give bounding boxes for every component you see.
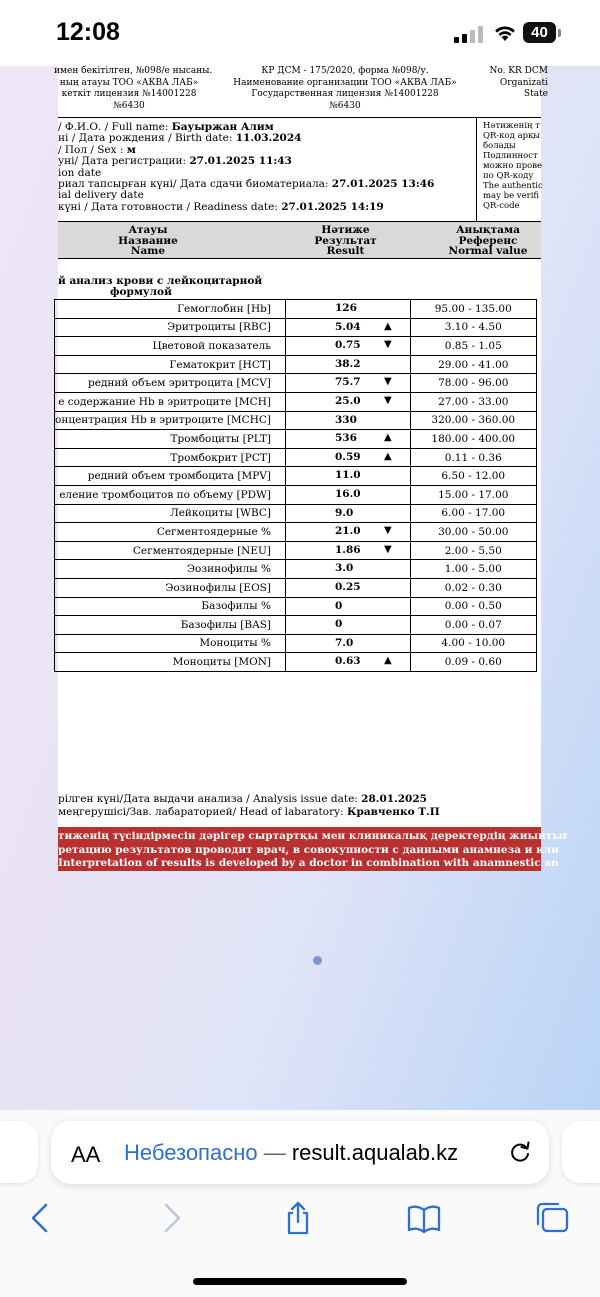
result-value: 21.0 bbox=[334, 525, 361, 538]
table-row bbox=[55, 411, 537, 430]
next-tab-preview[interactable] bbox=[562, 1121, 600, 1183]
result-value: 16.0 bbox=[334, 487, 361, 500]
result-cell bbox=[285, 300, 410, 319]
test-name: еление тромбоцитов по объему [PDW] bbox=[55, 485, 286, 504]
biomaterial-date: 27.01.2025 13:46 bbox=[331, 178, 435, 191]
table-row bbox=[55, 653, 537, 672]
battery-tip bbox=[558, 29, 561, 37]
tabs-icon[interactable] bbox=[534, 1200, 570, 1236]
test-name: Базофилы [BAS] bbox=[55, 616, 286, 635]
table-row bbox=[55, 318, 537, 337]
test-name: Моноциты % bbox=[55, 634, 286, 653]
reference-range: 0.09 - 0.60 bbox=[410, 653, 536, 672]
result-cell bbox=[285, 578, 410, 597]
test-name: онцентрация Hb в эритроците [MCHC] bbox=[55, 411, 286, 430]
reference-range: 15.00 - 17.00 bbox=[410, 485, 536, 504]
result-value: 536 bbox=[334, 432, 357, 445]
result-value: 330 bbox=[334, 413, 357, 426]
test-name: Эозинофилы % bbox=[55, 560, 286, 579]
reference-range: 27.00 - 33.00 bbox=[410, 392, 536, 411]
table-row bbox=[55, 430, 537, 449]
result-value: 3.0 bbox=[334, 562, 354, 575]
flag-arrow-icon: ▲ bbox=[383, 655, 392, 667]
results-table bbox=[54, 299, 537, 672]
result-cell bbox=[285, 634, 410, 653]
result-cell bbox=[285, 523, 410, 542]
test-name: Тромбокрит [PCT] bbox=[55, 448, 286, 467]
battery-icon: 40 bbox=[523, 22, 556, 43]
reference-range: 2.00 - 5.50 bbox=[410, 541, 536, 560]
cellular-signal-icon bbox=[454, 25, 484, 43]
test-name: Лейкоциты [WBC] bbox=[55, 504, 286, 523]
status-bar bbox=[0, 0, 600, 66]
table-row bbox=[55, 337, 537, 356]
result-value: 25.0 bbox=[334, 394, 361, 407]
birth-date: 11.03.2024 bbox=[235, 132, 302, 145]
table-row bbox=[55, 504, 537, 523]
reference-range: 29.00 - 41.00 bbox=[410, 355, 536, 374]
lab-head: Кравченко Т.П bbox=[346, 806, 440, 818]
test-name: Базофилы % bbox=[55, 597, 286, 616]
result-cell bbox=[285, 616, 410, 635]
test-name: Эритроциты [RBC] bbox=[55, 318, 286, 337]
reference-range: 0.02 - 0.30 bbox=[410, 578, 536, 597]
test-name: Гемоглобин [Hb] bbox=[55, 300, 286, 319]
result-cell bbox=[285, 318, 410, 337]
table-row bbox=[55, 616, 537, 635]
result-value: 5.04 bbox=[334, 320, 361, 333]
result-value: 7.0 bbox=[334, 636, 354, 649]
test-name: редний объем тромбоцита [MPV] bbox=[55, 467, 286, 486]
reload-icon[interactable] bbox=[507, 1139, 533, 1165]
patient-name: Бауыржан Алим bbox=[171, 121, 274, 133]
result-cell bbox=[285, 411, 410, 430]
reader-settings-button[interactable]: AA bbox=[71, 1142, 101, 1167]
test-name: Моноциты [MON] bbox=[55, 653, 286, 672]
result-cell bbox=[285, 337, 410, 356]
result-cell bbox=[285, 560, 410, 579]
domain-label: result.aqualab.kz bbox=[291, 1140, 459, 1165]
table-row bbox=[55, 634, 537, 653]
header-left: имен бекітілген, №098/е нысаны. ның атауы ТОО «АКВА ЛАБ» кеткіт лицензия №14001228 №6430 bbox=[54, 66, 213, 111]
wifi-icon bbox=[493, 23, 517, 43]
test-name: Гематокрит [HCT] bbox=[55, 355, 286, 374]
result-cell bbox=[285, 504, 410, 523]
result-value: 0.59 bbox=[334, 450, 361, 463]
back-icon[interactable] bbox=[22, 1200, 58, 1236]
lab-result-document bbox=[54, 66, 570, 871]
table-row bbox=[55, 448, 537, 467]
test-name: е содержание Hb в эритроците [MCH] bbox=[55, 392, 286, 411]
result-value: 11.0 bbox=[334, 469, 361, 482]
reference-range: 0.00 - 0.50 bbox=[410, 597, 536, 616]
result-cell bbox=[285, 485, 410, 504]
reference-range: 180.00 - 400.00 bbox=[410, 430, 536, 449]
column-result: Нәтиже Результат Result bbox=[314, 224, 377, 257]
header-right: No. KR DCM Organizati State bbox=[489, 66, 548, 99]
flag-arrow-icon: ▲ bbox=[383, 320, 392, 332]
result-cell bbox=[285, 430, 410, 449]
result-value: 0.75 bbox=[334, 339, 361, 352]
home-indicator bbox=[193, 1278, 407, 1285]
test-name: Цветовой показатель bbox=[55, 337, 286, 356]
section-title: й анализ крови с лейкоцитарной формулой bbox=[58, 275, 263, 298]
reference-range: 78.00 - 96.00 bbox=[410, 374, 536, 393]
table-row bbox=[55, 485, 537, 504]
forward-icon[interactable] bbox=[154, 1200, 190, 1236]
result-value: 0.63 bbox=[334, 655, 361, 668]
reference-range: 0.11 - 0.36 bbox=[410, 448, 536, 467]
test-name: Тромбоциты [PLT] bbox=[55, 430, 286, 449]
result-value: 0 bbox=[334, 618, 343, 631]
bookmarks-icon[interactable] bbox=[406, 1200, 442, 1236]
test-name: редний объем эритроцита [MCV] bbox=[55, 374, 286, 393]
table-row bbox=[55, 578, 537, 597]
flag-arrow-icon: ▼ bbox=[383, 376, 392, 388]
result-value: 1.86 bbox=[334, 543, 361, 556]
result-value: 9.0 bbox=[334, 506, 354, 519]
result-cell bbox=[285, 374, 410, 393]
table-row bbox=[55, 467, 537, 486]
url-text[interactable]: Небезопасно — result.aqualab.kz bbox=[124, 1140, 459, 1165]
table-row bbox=[55, 300, 537, 319]
table-row bbox=[55, 392, 537, 411]
registration-date: 27.01.2025 11:43 bbox=[189, 155, 292, 168]
result-value: 75.7 bbox=[334, 376, 361, 389]
test-name: Сегментоядерные % bbox=[55, 523, 286, 542]
flag-arrow-icon: ▲ bbox=[383, 432, 392, 444]
result-value: 0 bbox=[334, 599, 343, 612]
share-icon[interactable] bbox=[280, 1200, 316, 1236]
column-name: Атауы Название Name bbox=[118, 224, 178, 257]
reference-range: 0.85 - 1.05 bbox=[410, 337, 536, 356]
issue-info: рілген күні/Дата выдачи анализа / Analysis issue date: 28.01.2025 меңгерушісі/Зав. лабараторией/ Head of labaratory: Кравченко Т.П bbox=[58, 793, 440, 818]
table-row bbox=[55, 560, 537, 579]
reference-range: 1.00 - 5.00 bbox=[410, 560, 536, 579]
address-bar[interactable] bbox=[51, 1121, 549, 1184]
result-value: 0.25 bbox=[334, 580, 361, 593]
result-value: 126 bbox=[334, 302, 357, 314]
test-name: Эозинофилы [EOS] bbox=[55, 578, 286, 597]
result-cell bbox=[285, 541, 410, 560]
flag-arrow-icon: ▼ bbox=[383, 339, 392, 351]
reference-range: 320.00 - 360.00 bbox=[410, 411, 536, 430]
reference-range: 6.00 - 17.00 bbox=[410, 504, 536, 523]
issue-date: 28.01.2025 bbox=[361, 793, 427, 805]
result-cell bbox=[285, 653, 410, 672]
readiness-date: 27.01.2025 14:19 bbox=[281, 200, 384, 213]
result-value: 38.2 bbox=[334, 357, 361, 370]
table-row bbox=[55, 355, 537, 374]
flag-arrow-icon: ▼ bbox=[383, 543, 392, 555]
sex: м bbox=[126, 143, 136, 156]
patient-info: / Ф.И.О. / Full name: Бауыржан Алим ні / Дата рождения / Birth date: 11.03.2024 / Пол / Sex : м уні/ Дата регистрации: 27.01.2025 11:43 ion date риал тапсырған күні/ Дата сдачи биоматериала: 27.01.2025 13:46 ial delivery date күні / Дата готовности / Readiness date: 27.01.2025 14:19 Нәтиженің т QR-код арқы болады Подлинност можно прове по QR-коду The authentic may be verifi QR-code bbox=[58, 117, 541, 222]
result-cell bbox=[285, 392, 410, 411]
not-secure-label: Небезопасно bbox=[124, 1140, 258, 1165]
flag-arrow-icon: ▲ bbox=[383, 450, 392, 462]
flag-arrow-icon: ▼ bbox=[383, 394, 392, 406]
reference-range: 3.10 - 4.50 bbox=[410, 318, 536, 337]
result-cell bbox=[285, 597, 410, 616]
table-header bbox=[58, 222, 541, 259]
result-cell bbox=[285, 355, 410, 374]
reference-range: 4.00 - 10.00 bbox=[410, 634, 536, 653]
reference-range: 0.00 - 0.07 bbox=[410, 616, 536, 635]
table-row bbox=[55, 523, 537, 542]
table-row bbox=[55, 541, 537, 560]
page-indicator-dot bbox=[313, 956, 322, 965]
disclaimer-banner: тиженің түсіндірмесін дәрігер сыртартқы мен клиникалық деректердің жиынтығ ретацию результатов проводит врач, в совокупности с данными анамнеза и кли Interpretation of results is developed by a doctor in combination with anamnestic an bbox=[58, 827, 541, 871]
result-cell bbox=[285, 467, 410, 486]
table-row bbox=[55, 597, 537, 616]
test-name: Сегментоядерные [NEU] bbox=[55, 541, 286, 560]
table-row bbox=[55, 374, 537, 393]
reference-range: 30.00 - 50.00 bbox=[410, 523, 536, 542]
qr-info: Нәтиженің т QR-код арқы болады Подлинност можно прове по QR-коду The authentic may be verifi QR-code bbox=[476, 118, 546, 221]
reference-range: 95.00 - 135.00 bbox=[410, 300, 536, 319]
column-reference: Анықтама Референс Normal value bbox=[448, 224, 528, 257]
result-cell bbox=[285, 448, 410, 467]
reference-range: 6.50 - 12.00 bbox=[410, 467, 536, 486]
clock: 12:08 bbox=[56, 18, 120, 46]
header-center: КР ДСМ - 175/2020, форма №098/у. Наименование организации ТОО «АКВА ЛАБ» Государственная лицензия №14001228 №6430 bbox=[233, 66, 457, 111]
previous-tab-preview[interactable] bbox=[0, 1121, 38, 1183]
flag-arrow-icon: ▼ bbox=[383, 525, 392, 537]
